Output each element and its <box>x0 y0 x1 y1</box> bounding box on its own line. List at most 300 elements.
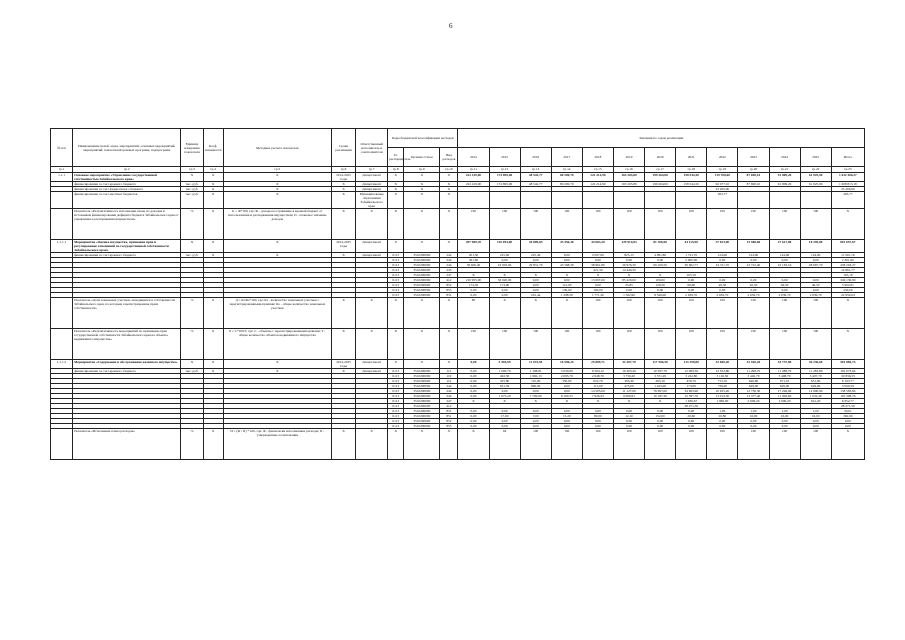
row-value: 8 100,53 <box>551 394 582 399</box>
row-unit: % <box>181 429 203 460</box>
row-name: Показатель «Исполнение плана расходов» <box>73 429 181 460</box>
row-value: 0,00 <box>769 278 800 283</box>
row-gr: 0113 <box>388 268 404 273</box>
row-value: 0,00 <box>458 360 489 369</box>
row-vr: X <box>440 173 458 182</box>
row-value: 85 220,00 <box>613 278 644 283</box>
row-value: 671,10 <box>769 379 800 384</box>
table-row <box>51 173 865 182</box>
row-value: 2 000,00 <box>676 258 707 263</box>
row-value: 174,30 <box>458 283 489 288</box>
row-value: 207 969,70 <box>458 240 489 253</box>
row-method: X <box>223 173 331 182</box>
row-value: 28 667,70 <box>800 263 831 268</box>
column-number: гр.11 <box>458 167 489 173</box>
row-vr: 831 <box>440 293 458 298</box>
col-n: № п/п <box>51 129 73 167</box>
row-total: 30,01 <box>831 409 864 414</box>
row-vr: X <box>440 360 458 369</box>
row-value: 100 <box>707 429 738 460</box>
row-value: 11 127,00 <box>613 389 644 394</box>
row-vr: 244 <box>440 263 458 268</box>
row-number: 1.1.1.2 <box>51 360 73 369</box>
row-value: 0,00 <box>458 409 489 414</box>
row-value: 13 014,50 <box>707 394 738 399</box>
row-coef: X <box>203 298 223 329</box>
row-value: 0,00 <box>551 258 582 263</box>
row-value: 33 737,80 <box>769 360 800 369</box>
row-value: 100 <box>676 209 707 240</box>
year-header: 2015 <box>489 148 520 167</box>
row-value: 263,10 <box>645 379 676 384</box>
col-kbk: Коды бюджетной классификации расходов <box>388 129 458 148</box>
row-value: 100 <box>489 209 520 240</box>
row-value: 1 675,20 <box>489 394 520 399</box>
row-value: X <box>520 273 551 278</box>
row-total: X <box>831 429 864 460</box>
row-value <box>520 192 551 209</box>
row-csr: 3510290090 <box>404 419 440 424</box>
row-value: 2 006,20 <box>738 399 769 404</box>
row-value: 173,00 <box>676 384 707 389</box>
row-value: 10 635,20 <box>707 389 738 394</box>
row-value: 3 408,70 <box>769 374 800 379</box>
row-number: 1.1.1.1 <box>51 240 73 253</box>
row-value: 100 <box>707 298 738 329</box>
row-csr: 3510290090 <box>404 288 440 293</box>
row-gr: X <box>388 187 404 192</box>
row-value: 16,00 <box>769 414 800 419</box>
row-total: X <box>831 298 864 329</box>
row-value: 100 <box>613 298 644 329</box>
row-value: 80,00 <box>582 414 613 419</box>
row-vr: X <box>440 329 458 360</box>
table-row <box>51 360 865 369</box>
row-value: 0,00 <box>520 409 551 414</box>
row-value: X <box>551 273 582 278</box>
row-value: 0,00 <box>551 419 582 424</box>
row-coef: X <box>203 182 223 187</box>
column-number: гр.18 <box>676 167 707 173</box>
row-value: 2 639,70 <box>707 293 738 298</box>
row-value: 0,00 <box>645 258 676 263</box>
row-value: 1 000,70 <box>489 369 520 374</box>
row-value: 1 562,90 <box>613 293 644 298</box>
year-header: 2021 <box>676 148 707 167</box>
row-coef: X <box>203 173 223 182</box>
row-period: X <box>332 298 356 329</box>
row-value: 0,00 <box>458 384 489 389</box>
row-value: 0,00 <box>707 419 738 424</box>
row-executor: Департамент <box>356 253 388 258</box>
col-method: Методика расчета показателя <box>223 129 331 167</box>
column-number: гр.14 <box>551 167 582 173</box>
col-csr: Целевая статья <box>404 148 440 167</box>
row-gr: 0113 <box>388 414 404 419</box>
row-executor: X <box>356 329 388 360</box>
row-value: 0,00 <box>458 389 489 394</box>
row-csr: 3510290090 <box>404 389 440 394</box>
row-value: 1 969,00 <box>707 399 738 404</box>
row-gr: X <box>388 173 404 182</box>
row-csr: 3510290090 <box>404 414 440 419</box>
page-number: 6 <box>449 22 453 30</box>
row-value <box>582 192 613 209</box>
row-value: 2 648,70 <box>582 374 613 379</box>
table-body <box>51 173 865 460</box>
row-value: X <box>458 273 489 278</box>
row-value: 0,00 <box>800 278 831 283</box>
row-value: 115,00 <box>582 384 613 389</box>
row-value: 0,00 <box>458 374 489 379</box>
row-value: 100 <box>738 298 769 329</box>
row-vr: 851 <box>440 414 458 419</box>
row-gr: X <box>388 329 404 360</box>
row-value: 222 419,00 <box>458 182 489 187</box>
row-value: 0,00 <box>520 258 551 263</box>
row-value: 7 709,00 <box>520 394 551 399</box>
row-vr: 412 <box>440 404 458 409</box>
row-value: 0,00 <box>800 258 831 263</box>
row-vr: X <box>440 209 458 240</box>
row-total: 230,00 <box>831 288 864 293</box>
column-number: гр.9 <box>404 167 440 173</box>
row-value: 29 976,30 <box>613 263 644 268</box>
row-value: 393,40 <box>613 379 644 384</box>
row-method: X <box>223 192 331 209</box>
row-value: 1 936,67 <box>676 399 707 404</box>
row-value: 421,30 <box>582 268 613 273</box>
row-value: 37 623,90 <box>707 240 738 253</box>
row-value: 100 <box>645 429 676 460</box>
row-gr: 0113 <box>388 263 404 268</box>
row-gr: X <box>388 298 404 329</box>
row-value: 0,00 <box>520 283 551 288</box>
row-coef: X <box>203 187 223 192</box>
program-table <box>50 128 865 460</box>
row-value: 17 246,60 <box>769 389 800 394</box>
row-vr: X <box>440 429 458 460</box>
row-executor: Департамент <box>356 187 388 192</box>
row-total: 0,00 <box>831 419 864 424</box>
row-value: 2 639,70 <box>769 293 800 298</box>
row-name: финансирование за счет краевого бюджета <box>73 182 181 187</box>
row-value: X <box>582 273 613 278</box>
row-value: 100 <box>520 329 551 360</box>
row-value: 222 419,00 <box>458 173 489 182</box>
row-value: 46,50 <box>769 283 800 288</box>
row-vr: 244 <box>440 394 458 399</box>
row-value: 16,00 <box>738 414 769 419</box>
row-value: 0,00 <box>645 409 676 414</box>
row-value: 20,80 <box>707 414 738 419</box>
row-value: 13 377,40 <box>738 394 769 399</box>
row-gr: X <box>388 360 404 369</box>
row-vr: 119 <box>440 374 458 379</box>
row-value: 0,00 <box>489 409 520 414</box>
row-csr: 3510290090 <box>404 374 440 379</box>
row-value: 2 639,70 <box>800 293 831 298</box>
column-number: гр.22 <box>800 167 831 173</box>
row-value: 100 <box>551 209 582 240</box>
row-value: 100 <box>489 329 520 360</box>
row-total: 5 902,81 <box>831 283 864 288</box>
row-executor: Департамент <box>356 360 388 369</box>
row-value: 3 440,70 <box>738 374 769 379</box>
row-value: 1 741,70 <box>676 253 707 258</box>
row-period: X <box>332 187 356 192</box>
row-value: 18 295,80 <box>800 240 831 253</box>
row-value: 100 <box>520 429 551 460</box>
row-gr: X <box>388 182 404 187</box>
row-value: 38 961,80 <box>582 263 613 268</box>
row-value: 29 831,70 <box>520 263 551 268</box>
row-value: 100 <box>676 298 707 329</box>
row-value: X <box>520 399 551 404</box>
row-value: 641,20 <box>800 399 831 404</box>
row-value: 100 <box>520 209 551 240</box>
row-value: 476,70 <box>676 379 707 384</box>
row-number <box>51 298 73 329</box>
row-method: Д = Кз/Ко*100, где: Кз - количество земельных участков с зарегистрированными правами; Ко - общее количество земельных участков <box>223 298 331 329</box>
row-method: Ir = Ф*100, где: Ф - доходы поступившие в краевой бюджет от использования и распоряжения имуществом; П - плановое значение доходов <box>223 209 331 240</box>
row-value: 0,00 <box>645 288 676 293</box>
row-gr: 0113 <box>388 399 404 404</box>
row-total: 138 583,84 <box>831 389 864 394</box>
row-value: 0,00 <box>676 278 707 283</box>
row-gr: 0113 <box>388 278 404 283</box>
row-value: 3 407,70 <box>800 374 831 379</box>
col-gr: Гл. распорядитель <box>388 148 404 167</box>
column-number: гр.20 <box>738 167 769 173</box>
row-value: 0,00 <box>707 424 738 429</box>
row-csr: 3510290090 <box>404 253 440 258</box>
row-value: 100 <box>676 429 707 460</box>
row-total: 30 836,33 <box>831 374 864 379</box>
row-period: X <box>332 182 356 187</box>
row-value: 0,00 <box>769 424 800 429</box>
row-value: 48 542,77 <box>520 173 551 182</box>
row-value: 629,00 <box>769 384 800 389</box>
row-value: 0,00 <box>520 288 551 293</box>
row-value: 16 596,25 <box>551 360 582 369</box>
row-value: X <box>582 399 613 404</box>
row-value: 4 091,80 <box>645 253 676 258</box>
row-vr: X <box>440 298 458 329</box>
row-value: 2 006,20 <box>769 399 800 404</box>
row-value: 110,00 <box>520 379 551 384</box>
row-value: 105,16 <box>676 273 707 278</box>
row-value: 350,00 <box>551 379 582 384</box>
row-value: X <box>613 399 644 404</box>
row-value: 100 <box>769 329 800 360</box>
row-value: X <box>458 399 489 404</box>
row-gr: 0113 <box>388 253 404 258</box>
row-gr: 0113 <box>388 389 404 394</box>
row-method: X <box>223 253 331 258</box>
row-value: 100 <box>551 429 582 460</box>
row-name: финансирование за счет федерального бюджета <box>73 187 181 192</box>
row-value: 2 093,70 <box>551 374 582 379</box>
row-name: финансирование за счет краевого бюджета <box>73 369 181 374</box>
row-value: 100 <box>645 298 676 329</box>
row-value: 651,60 <box>800 379 831 384</box>
row-total: 22 950,04 <box>831 293 864 298</box>
row-executor: Департамент <box>356 173 388 182</box>
row-value: 0,00 <box>738 278 769 283</box>
row-value: 0,00 <box>769 258 800 263</box>
row-value: 100 <box>645 209 676 240</box>
row-value: 825,15 <box>613 253 644 258</box>
row-csr: 3510290090 <box>404 409 440 414</box>
row-value: 158 544,50 <box>676 182 707 187</box>
row-value: 163 203,80 <box>613 173 644 182</box>
row-value: 23 722,40 <box>738 263 769 268</box>
row-vr: X <box>440 192 458 209</box>
row-value: 32 000,20 <box>707 360 738 369</box>
row-value: 100 <box>458 329 489 360</box>
row-value: 0,00 <box>707 288 738 293</box>
row-value: 0,00 <box>458 414 489 419</box>
row-value: 1 168,81 <box>520 369 551 374</box>
row-value: 100 <box>769 429 800 460</box>
row-value: 0,00 <box>458 424 489 429</box>
row-value: 0,00 <box>458 394 489 399</box>
row-value: 1 960,13 <box>520 374 551 379</box>
row-value: 100 <box>582 429 613 460</box>
row-value: 100 <box>551 329 582 360</box>
row-value: 36 602,77 <box>676 263 707 268</box>
row-value: X <box>645 273 676 278</box>
row-value: 0,00 <box>613 409 644 414</box>
row-value: 17,00 <box>489 414 520 419</box>
row-gr: 0113 <box>388 283 404 288</box>
row-value <box>489 192 520 209</box>
row-value: 0,00 <box>676 409 707 414</box>
row-value: 94 <box>489 429 520 460</box>
row-gr: X <box>388 240 404 253</box>
row-value: 24 903,00 <box>489 263 520 268</box>
year-header: 2014 <box>458 148 489 167</box>
row-coef: X <box>203 369 223 374</box>
row-value: 100,00 <box>582 288 613 293</box>
row-vr: 244 <box>440 389 458 394</box>
row-csr: X <box>404 329 440 360</box>
column-number: гр.10 <box>440 167 458 173</box>
row-value: 7 626,23 <box>582 394 613 399</box>
row-value: 0,00 <box>738 419 769 424</box>
row-total: 103 308,76 <box>831 394 864 399</box>
row-executor: X <box>356 298 388 329</box>
table-row <box>51 298 865 329</box>
column-number: гр.6 <box>332 167 356 173</box>
table-row <box>51 429 865 460</box>
row-value: 13 097,00 <box>582 278 613 283</box>
row-total: 105,16 <box>831 273 864 278</box>
row-executor: Муниципальные образования Забайкальского края <box>356 192 388 209</box>
row-method: X <box>223 187 331 192</box>
row-value: 0,00 <box>551 278 582 283</box>
row-value <box>769 192 800 209</box>
row-value: X <box>520 298 551 329</box>
col-exec: Ответственный исполнитель и соисполнители <box>356 129 388 167</box>
row-coef: X <box>203 240 223 253</box>
year-header: 2017 <box>551 148 582 167</box>
row-value: X <box>613 273 644 278</box>
year-header: 2020 <box>645 148 676 167</box>
row-value: 100 <box>800 298 831 329</box>
row-value: 0,00 <box>551 253 582 258</box>
row-csr: 3510290090 <box>404 273 440 278</box>
row-value: 48 542,77 <box>520 182 551 187</box>
column-number: гр.23 <box>831 167 864 173</box>
row-value: 100 <box>582 298 613 329</box>
row-gr: 0113 <box>388 369 404 374</box>
row-value: 100 <box>582 209 613 240</box>
row-value: 900,00 <box>520 384 551 389</box>
row-value: 100 <box>458 209 489 240</box>
row-value: 629,00 <box>800 384 831 389</box>
row-vr: 111 <box>440 369 458 374</box>
row-value: 100 <box>738 429 769 460</box>
row-gr: 0113 <box>388 394 404 399</box>
row-value: 0,00 <box>800 419 831 424</box>
row-number <box>51 329 73 360</box>
row-value: 163 203,80 <box>613 182 644 187</box>
row-total: 0,00 <box>831 424 864 429</box>
row-period: X <box>332 253 356 258</box>
column-number: гр.5 <box>223 167 331 173</box>
row-name: Мероприятие «Оценка имущества, признание прав и регулирование отношений по государственной собственности Забайкальского края» <box>73 240 181 253</box>
table-row <box>51 209 865 240</box>
row-value: 122 214,90 <box>582 182 613 187</box>
row-total: 1 608 815,18 <box>831 182 864 187</box>
row-csr: 3510290090 <box>404 258 440 263</box>
row-value: 46,50 <box>707 283 738 288</box>
row-value: 5 030,00 <box>551 369 582 374</box>
row-value: 0,00 <box>551 384 582 389</box>
year-header: 2019 <box>613 148 644 167</box>
row-value: 2 639,70 <box>676 293 707 298</box>
row-value: 0,00 <box>707 258 738 263</box>
row-value: 11 288,70 <box>769 369 800 374</box>
row-value: 9 006,93 <box>613 394 644 399</box>
row-value: 100 <box>800 429 831 460</box>
row-value: 100 <box>769 298 800 329</box>
row-value: 43 398,30 <box>551 263 582 268</box>
row-value: 124,00 <box>707 253 738 258</box>
row-value: 152,00 <box>645 414 676 419</box>
column-number: гр.12 <box>489 167 520 173</box>
row-value: 14 440,50 <box>613 268 644 273</box>
row-value: 36 920,00 <box>489 278 520 283</box>
row-total: 501 884,74 <box>831 360 864 369</box>
row-value: 1 298,50 <box>551 293 582 298</box>
row-csr: 3510290090 <box>404 278 440 283</box>
row-value: 263,77 <box>707 192 738 209</box>
row-method: X <box>223 360 331 369</box>
row-value: 66,60 <box>676 283 707 288</box>
row-value: 119 700,60 <box>707 173 738 182</box>
row-value: X <box>551 399 582 404</box>
row-value: 0,00 <box>520 424 551 429</box>
row-name: Показатель «Результативность исполнения плана по доходам и источникам финансирования дефицита бюджета Забайкальского края от управления и распоряжения имуществом» <box>73 209 181 240</box>
row-value: 114 299,80 <box>676 360 707 369</box>
row-value: 11 298,70 <box>738 369 769 374</box>
row-csr: 3510290090 <box>404 399 440 404</box>
row-value: 0,00 <box>769 419 800 424</box>
row-value: 6 564,12 <box>582 369 613 374</box>
